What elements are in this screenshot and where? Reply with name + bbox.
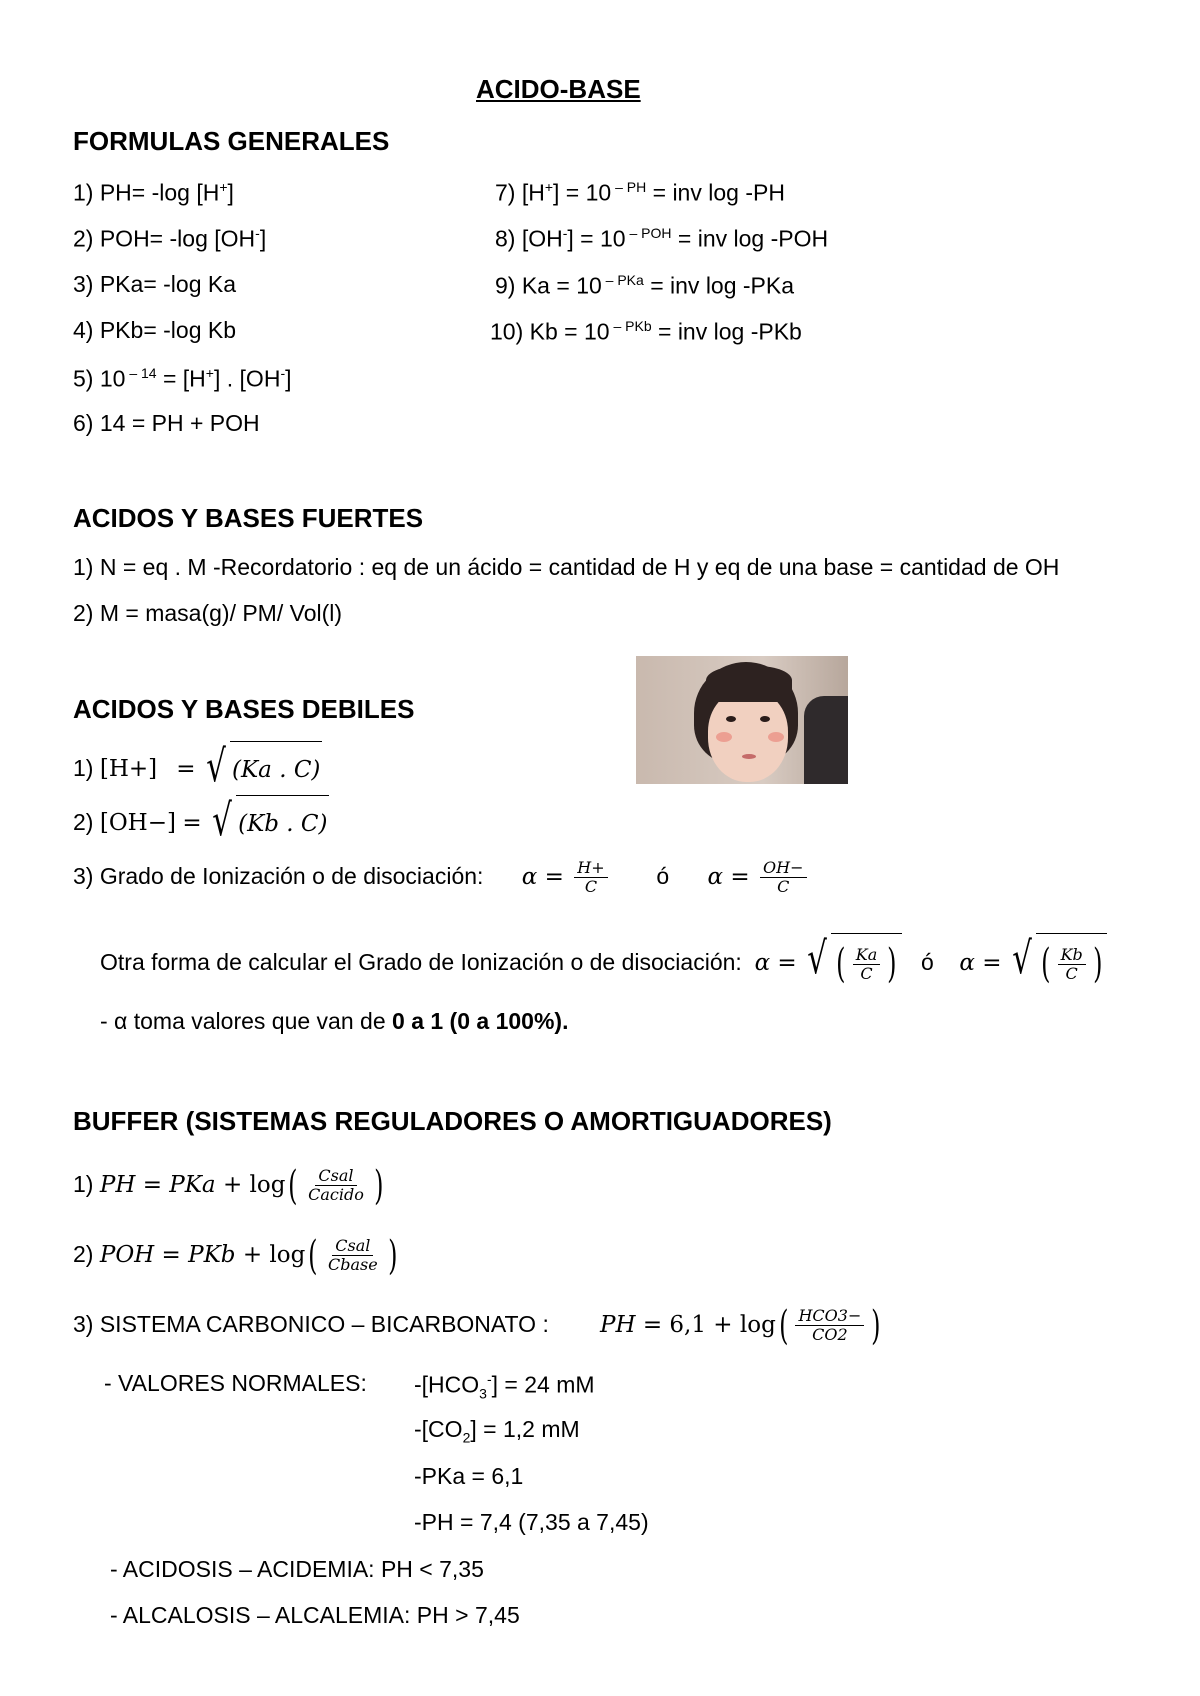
formula-10: 10) Kb = 10 $^{- PKb}$ = inv log -PKb bbox=[490, 318, 802, 345]
debiles-formula-1: 1) [H+] = √ (Ka . C) bbox=[73, 740, 322, 798]
formula-9: 9) Ka = 10 $^{- PKa}$ = inv log -PKa bbox=[495, 272, 795, 299]
section-heading-fuertes: ACIDOS Y BASES FUERTES bbox=[73, 503, 424, 533]
buffer-formula-3: 3) SISTEMA CARBONICO – BICARBONATO : PH = 6,1 + log( $\frac{\text{HCO3−}}{CO2}$ ) bbox=[73, 1302, 881, 1349]
valor-co2: $-[CO_2] = 1,2$ mM bbox=[414, 1416, 580, 1446]
formula-3: 3) PKa= -log Ka bbox=[73, 271, 237, 297]
fuertes-line-1: 1) N = eq . M -Recordatorio : eq de un ácido = cantidad de H y eq de una base = cantidad de OH bbox=[73, 554, 1060, 580]
child-photo bbox=[636, 656, 848, 784]
formula-4: 4) PKb= -log Kb bbox=[73, 317, 237, 343]
formula-7: 7) [H+] = 10 $^{- PH}$ = inv log -PH bbox=[495, 179, 785, 206]
formula-1: 1) PH= -log [H+] bbox=[73, 179, 234, 206]
formula-5: 5) 10 $^{- 14}$ = [H+] . [OH-] bbox=[73, 365, 292, 392]
valor-hco3: $-[HCO_3^-] = 24$ mM bbox=[414, 1371, 595, 1402]
fuertes-line-2: 2) M = masa(g)/ PM/ Vol(l) bbox=[73, 600, 343, 626]
section-heading-generales: FORMULAS GENERALES bbox=[73, 126, 390, 156]
alpha-note: - α toma valores que van de 0 a 1 (0 a 100%). bbox=[100, 1008, 569, 1034]
buffer-formula-2: 2) POH = PKb + log( $\frac{\text{Csal}}{\text{Cbase}}$ ) bbox=[73, 1232, 398, 1279]
valores-normales-label: - VALORES NORMALES: bbox=[104, 1370, 367, 1396]
formula-6: 6) 14 = PH + POH bbox=[73, 410, 260, 436]
debiles-formula-4: Otra forma de calcular el Grado de Ionización o de disociación: α = √ ( $\frac{Ka}{C}$ ) ó α = √ ( $\frac{Kb}{C}$ ) bbox=[100, 932, 1107, 994]
valor-ph: -PH = 7,4 (7,35 a 7,45) bbox=[414, 1509, 649, 1535]
page-title: ACIDO-BASE bbox=[476, 74, 641, 104]
debiles-formula-2: 2) [OH−] = √ (Kb . C) bbox=[73, 794, 329, 852]
acidosis-line: - ACIDOSIS – ACIDEMIA: PH < 7,35 bbox=[110, 1556, 484, 1582]
alcalosis-line: - ALCALOSIS – ALCALEMIA: PH > 7,45 bbox=[110, 1602, 520, 1628]
formula-2: 2) POH= -log [OH-] bbox=[73, 225, 267, 252]
section-heading-debiles: ACIDOS Y BASES DEBILES bbox=[73, 694, 415, 724]
valor-pka: -PKa = 6,1 bbox=[414, 1463, 524, 1489]
buffer-formula-1: 1) PH = PKa + log( $\frac{\text{Csal}}{\text{Cacido}}$ ) bbox=[73, 1162, 384, 1209]
formula-8: 8) [OH-] = 10 $^{- POH}$ = inv log -POH bbox=[495, 225, 829, 252]
section-heading-buffer: BUFFER (SISTEMAS REGULADORES O AMORTIGUADORES) bbox=[73, 1106, 832, 1136]
debiles-formula-3: 3) Grado de Ionización o de disociación: α = $\frac{H+}{C}$ ó α = $\frac{OH-}{C}$ bbox=[73, 856, 811, 897]
